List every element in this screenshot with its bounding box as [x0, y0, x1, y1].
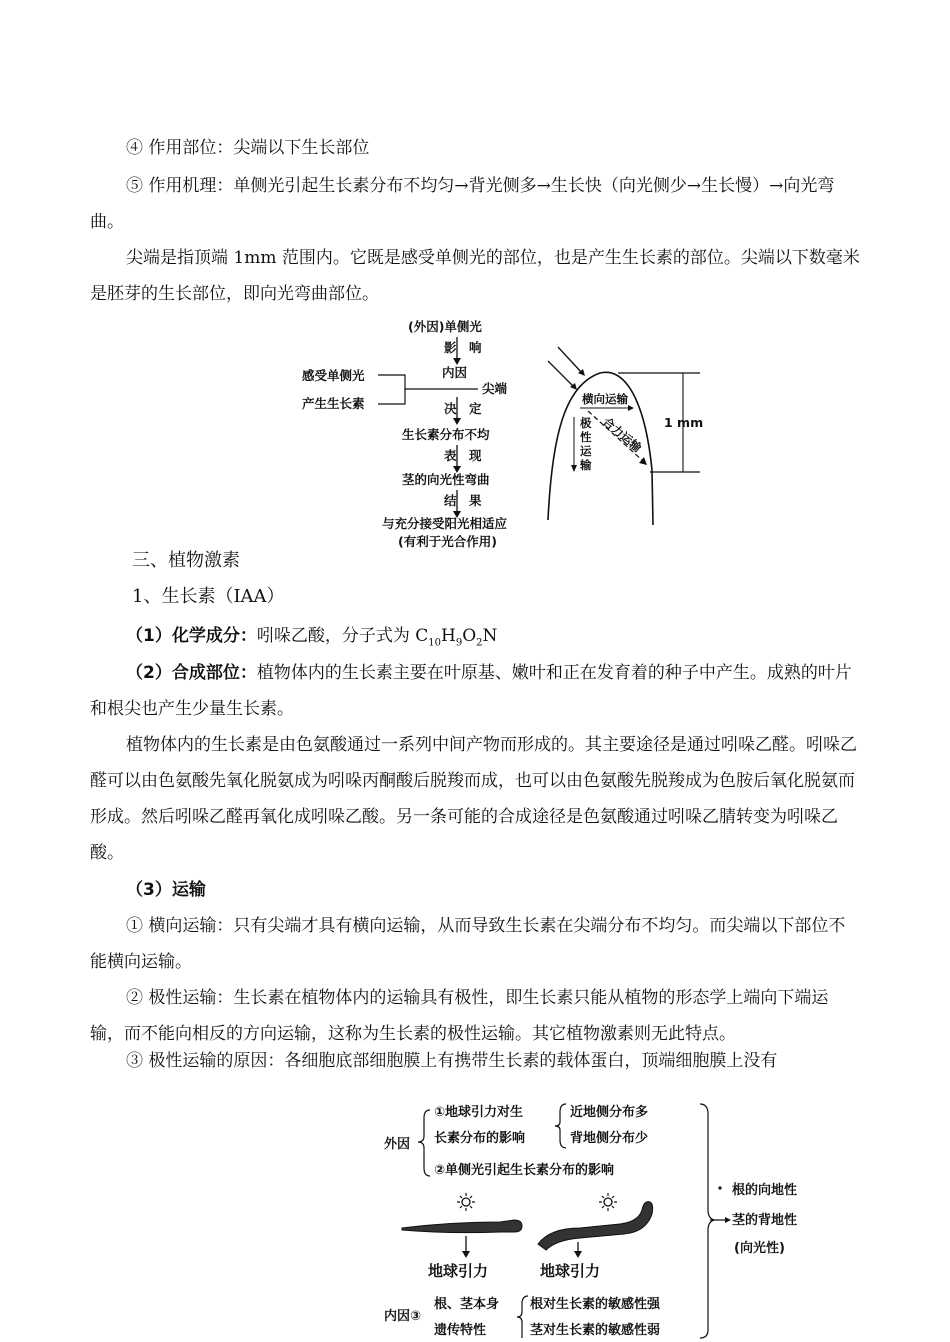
diag2-brace-internal	[517, 1296, 528, 1338]
diag1-polar-3: 运	[580, 444, 592, 458]
diag1-bending: 茎的向光性弯曲	[402, 472, 490, 487]
gravitropism-diagram	[380, 1098, 820, 1342]
section-plant-hormones: 三、植物激素	[132, 550, 240, 571]
diag2-brace-outer	[418, 1110, 430, 1176]
diag1-benefit: (有利于光合作用)	[398, 534, 497, 549]
diag1-left1: 感受单侧光	[302, 368, 365, 383]
diag2-sens-weak: 茎对生长素的敏感性弱	[530, 1323, 661, 1338]
heading-transport: （3）运输	[126, 880, 206, 900]
diag1-distribution: 生长素分布不均	[402, 427, 490, 442]
diag1-internal: 内因	[442, 365, 468, 380]
lateral-arrowhead	[628, 405, 634, 411]
text-tip-description: 尖端是指顶端 1mm 范围内。它既是感受单侧光的部位，也是产生生长素的部位。尖端以下数毫米是胚芽的生长部位，即向光弯曲部位。	[90, 248, 860, 304]
diag2-result-arrowhead	[725, 1217, 731, 1223]
diag1-polar-4: 输	[580, 458, 592, 472]
diag1-tip: 尖端	[482, 381, 508, 396]
seedling-bent	[538, 1202, 653, 1250]
diag1-mm: 1 mm	[664, 415, 704, 430]
diag1-arrowhead2	[453, 418, 461, 425]
text-mechanism: ⑤ 作用机理：单侧光引起生长素分布不均匀→背光侧多→生长快（向光侧少→生长慢）→向光弯曲。	[90, 176, 835, 232]
sun-icon	[599, 1193, 617, 1211]
text-lateral-transport: ① 横向运输：只有尖端才具有横向运输，从而导致生长素在尖端分布不均匀。而尖端以下部位不能横向运输。	[90, 916, 846, 972]
text-action-site: ④ 作用部位：尖端以下生长部位	[126, 138, 370, 158]
diag2-dot	[718, 1186, 721, 1189]
diag2-internal: 内因③	[384, 1309, 422, 1324]
text-synthesis-pathway: 植物体内的生长素是由色氨酸通过一系列中间产物而形成的。其主要途径是通过吲哚乙醛。吲哚乙醛可以由色氨酸先氧化脱氨成为吲哚丙酮酸后脱羧而成，也可以由色氨酸先脱羧成为色胺后氧化脱氨而形成。然后吲哚乙醛再氧化成吲哚乙酸。另一条可能的合成途径是色氨酸通过吲哚乙腈转变为吲哚乙酸。	[90, 735, 857, 863]
diag1-arrowhead1	[453, 358, 461, 365]
diag2-near: 近地侧分布多	[570, 1105, 649, 1120]
diag1-show: 表 现	[444, 448, 482, 463]
diag2-root: 根的向地性	[732, 1183, 798, 1198]
diag2-stem: 茎的背地性	[732, 1213, 798, 1228]
diag2-g1a: ①地球引力对生	[434, 1105, 524, 1120]
diag1-lateral: 横向运输	[582, 392, 628, 406]
seedling-horizontal	[402, 1220, 522, 1233]
diag2-genetic-1: 根、茎本身	[434, 1297, 500, 1312]
text-polar-transport: ② 极性运输：生长素在植物体内的运输具有极性，即生长素只能从植物的形态学上端向下端运输，而不能向相反的方向运输，这称为生长素的极性运输。其它植物激素则无此特点。	[90, 988, 829, 1044]
text-polar-reason: ③ 极性运输的原因：各细胞底部细胞膜上有携带生长素的载体蛋白，顶端细胞膜上没有	[126, 1051, 778, 1071]
diag1-result: 结 果	[444, 493, 482, 508]
gravity-arrowhead-2	[574, 1251, 582, 1258]
diag1-polar-2: 性	[580, 430, 592, 444]
combined-arrowhead	[639, 457, 647, 465]
diag2-external: 外因	[384, 1137, 411, 1152]
diag1-decide: 决 定	[444, 401, 482, 416]
diag2-brace-inner	[555, 1104, 566, 1148]
diag2-g1b: 长素分布的影响	[434, 1131, 526, 1146]
diag1-left2: 产生生长素	[302, 396, 365, 411]
light-ray-2	[548, 361, 574, 387]
text-chemical-composition: （1）化学成分：吲哚乙酸，分子式为 $C_{10}H_9O_2N$	[126, 626, 498, 649]
subsection-auxin: 1、生长素（IAA）	[132, 586, 285, 607]
diag1-influence: 影 响	[444, 340, 482, 355]
diag1-polar-1: 极	[580, 416, 592, 430]
diag2-sens-strong: 根对生长素的敏感性强	[530, 1297, 661, 1312]
gravity-arrowhead-1	[462, 1251, 470, 1258]
text-synthesis-site: （2）合成部位：植物体内的生长素主要在叶原基、嫩叶和正在发育着的种子中产生。成熟的叶片和根尖也产生少量生长素。	[90, 663, 852, 719]
polar-arrowhead	[571, 465, 577, 472]
diag2-gravity-1: 地球引力	[428, 1262, 489, 1280]
diag2-photo: (向光性)	[734, 1241, 785, 1256]
diag2-back: 背地侧分布少	[570, 1131, 649, 1146]
sun-icon	[457, 1193, 475, 1211]
diag2-brace-right	[700, 1104, 714, 1338]
diag1-bracket	[378, 375, 405, 404]
diag1-adapt: 与充分接受阳光相适应	[382, 516, 508, 531]
light-ray-1	[558, 347, 582, 373]
phototropism-diagram	[290, 315, 730, 550]
diag2-gravity-2: 地球引力	[540, 1262, 601, 1280]
diag2-genetic-2: 遗传特性	[434, 1323, 487, 1338]
diag1-top: (外因)单侧光	[408, 319, 482, 334]
diag2-g2: ②单侧光引起生长素分布的影响	[434, 1163, 615, 1178]
diag1-combined: 合力运输	[600, 414, 645, 455]
